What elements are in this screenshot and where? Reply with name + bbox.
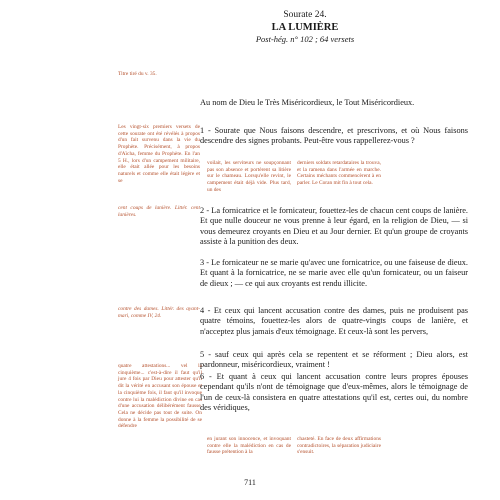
verse-1: 1 - Sourate que Nous faisons descendre, et prescrivons, et où Nous faisons descendre des signes probants. Peut-être vous rappellerez-vous ? bbox=[200, 126, 468, 146]
verse-6: 6 - Et quant à ceux qui lancent accusation contre leurs propres épouses cependant qu'ils n'ont de témoignage que d'eux-mêmes, alors le témoignage de l'un de ceux-là consistera en quatre attestations qu'il est, certes oui, du nombre des véridiques, bbox=[200, 372, 468, 413]
basmala: Au nom de Dieu le Très Miséricordieux, le Tout Miséricordieux. bbox=[200, 98, 415, 107]
chapter-header bbox=[200, 10, 410, 45]
footnote-col-1: en jurant son innocence, et invoquant contre elle la malédiction en cas de fausse prétention à la bbox=[207, 436, 291, 456]
margin-gloss-lanieres: cent coups de lanière. Littér. cent lanières. bbox=[118, 205, 200, 218]
page-number: 711 bbox=[244, 478, 256, 487]
footnote-col-2: chasteté. En face de deux affirmations contradictoires, la séparation judiciaire s'ensuit. bbox=[297, 436, 381, 456]
intro-note-col-2: derniers soldats retardataires la trouva, et la ramena dans l'armée en marche. Certains méchants commencèrent à en parler. Le Coran mit fin à tout cela. bbox=[297, 160, 381, 187]
chapter-title: LA LUMIÈRE bbox=[271, 22, 339, 33]
verse-2: 2 - La fornicatrice et le fornicateur, fouettez-les de chacun cent coups de lanière. Et que nulle douceur ne vous prenne à leur égard, en la religion de Dieu, — si vous demeurez croyants en Dieu et au Jour dernier. Et qu'un groupe de croyants assiste à la punition des deux. bbox=[200, 206, 468, 247]
margin-note-intro: Les vingt-six premiers versets de cette sourate ont été révélés à propos d'un fait survenu dans la vie du Prophète. Précisément, à propos d'Aïcha, femme du Prophète. En l'an 5 H., lors d'un campement militaire, elle était allée pour les besoins naturels et comme elle était légère et se bbox=[118, 124, 200, 184]
verse-5: 5 - sauf ceux qui après cela se repentent et se réforment ; Dieu alors, est pardonneur, miséricordieux, vraiment ! bbox=[200, 350, 468, 370]
intro-note-col-1: voilait, les serviteurs ne soupçonnant pas son absence et portèrent sa litière sur le chameau. Lorsqu'elle revint, le campement était déjà vide. Plus tard, un des bbox=[207, 160, 291, 193]
sourate-number: Sourate 24. bbox=[283, 10, 327, 20]
margin-note-title: Titre tiré du v. 35. bbox=[118, 71, 157, 77]
margin-gloss-dames: contre des dames. Littér. des ayant-mari, comme IV, 24. bbox=[118, 306, 200, 319]
verse-3: 3 - Le fornicateur ne se marie qu'avec une fornicatrice, ou une faiseuse de dieux. Et quant à la fornicatrice, ne se marie avec elle qu'un fornicateur, ou un faiseur de dieux ; — ce qui aux croyants est rendu illicite. bbox=[200, 258, 468, 288]
verse-4: 4 - Et ceux qui lancent accusation contre des dames, puis ne produisent pas quatre témoins, fouettez-les alors de quatre-vingts coups de lanière, et n'acceptez plus jamais d'eux témoignage. Et ceux-là sont les pervers, bbox=[200, 306, 468, 336]
revelation-info: Post-hég. n° 102 ; 64 versets bbox=[255, 34, 355, 44]
margin-gloss-attestations: quatre attestations... vel la cinquième... c'est-à-dire il faut qu'il jure 4 fois par Dieu pour attester qu'il dit la vérité en accusant son épouse et la cinquième fois, il faut qu'il invoque contre lui la malédiction divine en cas d'une accusation délibérément fausse. Cela ne décide pas tout de suite. On donne à la femme la possibilité de se défendre bbox=[118, 363, 202, 430]
